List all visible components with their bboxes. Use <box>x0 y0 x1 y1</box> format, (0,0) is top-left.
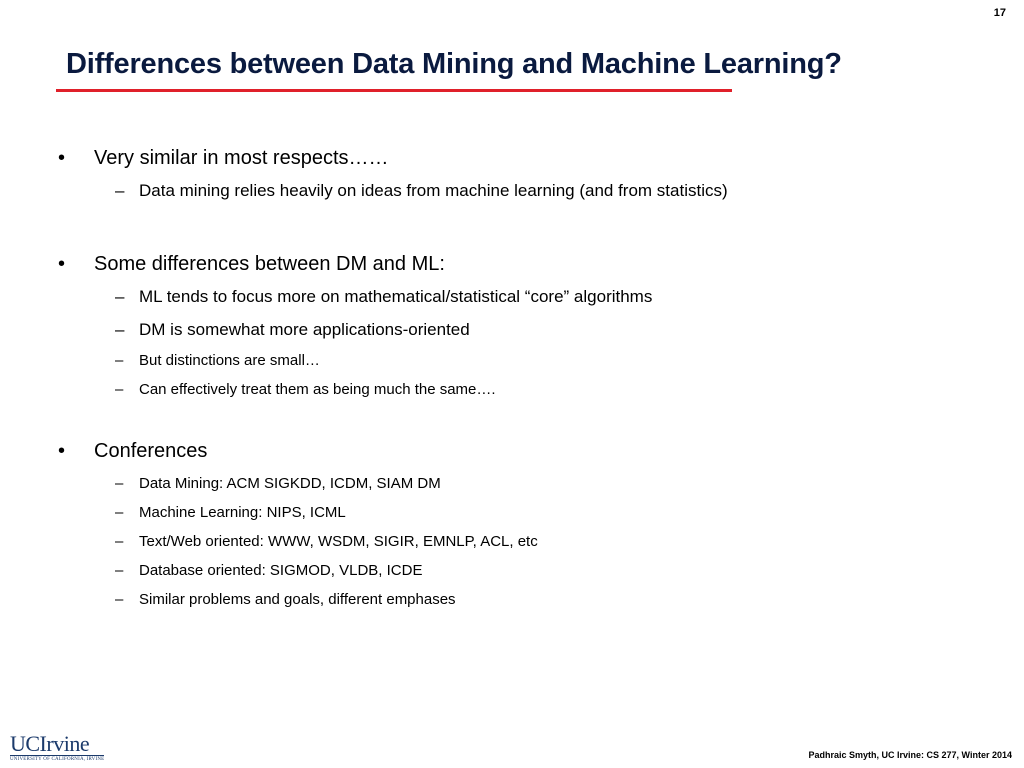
sub-dash: – <box>115 504 124 521</box>
title-underline <box>56 89 732 92</box>
bullet-2-sub-1-text: ML tends to focus more on mathematical/statistical “core” algorithms <box>139 287 653 306</box>
page-number: 17 <box>993 7 1006 19</box>
sub-dash: – <box>115 591 124 608</box>
sub-dash: – <box>115 181 125 200</box>
logo-subtitle: UNIVERSITY OF CALIFORNIA, IRVINE <box>10 757 105 762</box>
bullet-2-sub-4-text: Can effectively treat them as being much the same…. <box>139 381 496 398</box>
bullet-1-sub-1 <box>115 181 728 201</box>
bullet-dot: • <box>58 147 66 169</box>
sub-dash: – <box>115 320 125 339</box>
bullet-2-sub-2-text: DM is somewhat more applications-oriented <box>139 320 470 339</box>
bullet-2-sub-4 <box>115 381 496 398</box>
sub-dash: – <box>115 533 124 550</box>
sub-dash: – <box>115 352 124 369</box>
bullet-2-sub-3-text: But distinctions are small… <box>139 352 320 369</box>
bullet-3-sub-5-text: Similar problems and goals, different emphases <box>139 591 456 608</box>
sub-dash: – <box>115 381 124 398</box>
footer-credit: Padhraic Smyth, UC Irvine: CS 277, Winter 2014 <box>808 750 1012 760</box>
bullet-1 <box>58 147 389 170</box>
bullet-3-sub-4-text: Database oriented: SIGMOD, VLDB, ICDE <box>139 562 423 579</box>
bullet-3-sub-4 <box>115 562 423 579</box>
bullet-2-text: Some differences between DM and ML: <box>94 253 445 275</box>
bullet-dot: • <box>58 253 66 275</box>
bullet-3-sub-3 <box>115 533 538 550</box>
bullet-1-text: Very similar in most respects…… <box>94 147 389 169</box>
sub-dash: – <box>115 475 124 492</box>
bullet-3-sub-2-text: Machine Learning: NIPS, ICML <box>139 504 346 521</box>
bullet-2 <box>58 253 445 276</box>
sub-dash: – <box>115 287 125 306</box>
bullet-3 <box>58 440 208 463</box>
bullet-2-sub-2 <box>115 320 470 340</box>
bullet-dot: • <box>58 440 66 462</box>
bullet-3-sub-1-text: Data Mining: ACM SIGKDD, ICDM, SIAM DM <box>139 475 441 492</box>
bullet-1-sub-1-text: Data mining relies heavily on ideas from machine learning (and from statistics) <box>139 181 728 200</box>
logo-wordmark: UCIrvine <box>10 731 90 756</box>
bullet-3-text: Conferences <box>94 440 208 462</box>
bullet-3-sub-5 <box>115 591 456 608</box>
bullet-3-sub-1 <box>115 475 441 492</box>
bullet-3-sub-3-text: Text/Web oriented: WWW, WSDM, SIGIR, EMNLP, ACL, etc <box>139 533 538 550</box>
slide-title: Differences between Data Mining and Machine Learning? <box>66 48 842 80</box>
uc-irvine-logo <box>10 733 104 762</box>
sub-dash: – <box>115 562 124 579</box>
bullet-3-sub-2 <box>115 504 346 521</box>
bullet-2-sub-1 <box>115 287 653 307</box>
bullet-2-sub-3 <box>115 352 320 369</box>
